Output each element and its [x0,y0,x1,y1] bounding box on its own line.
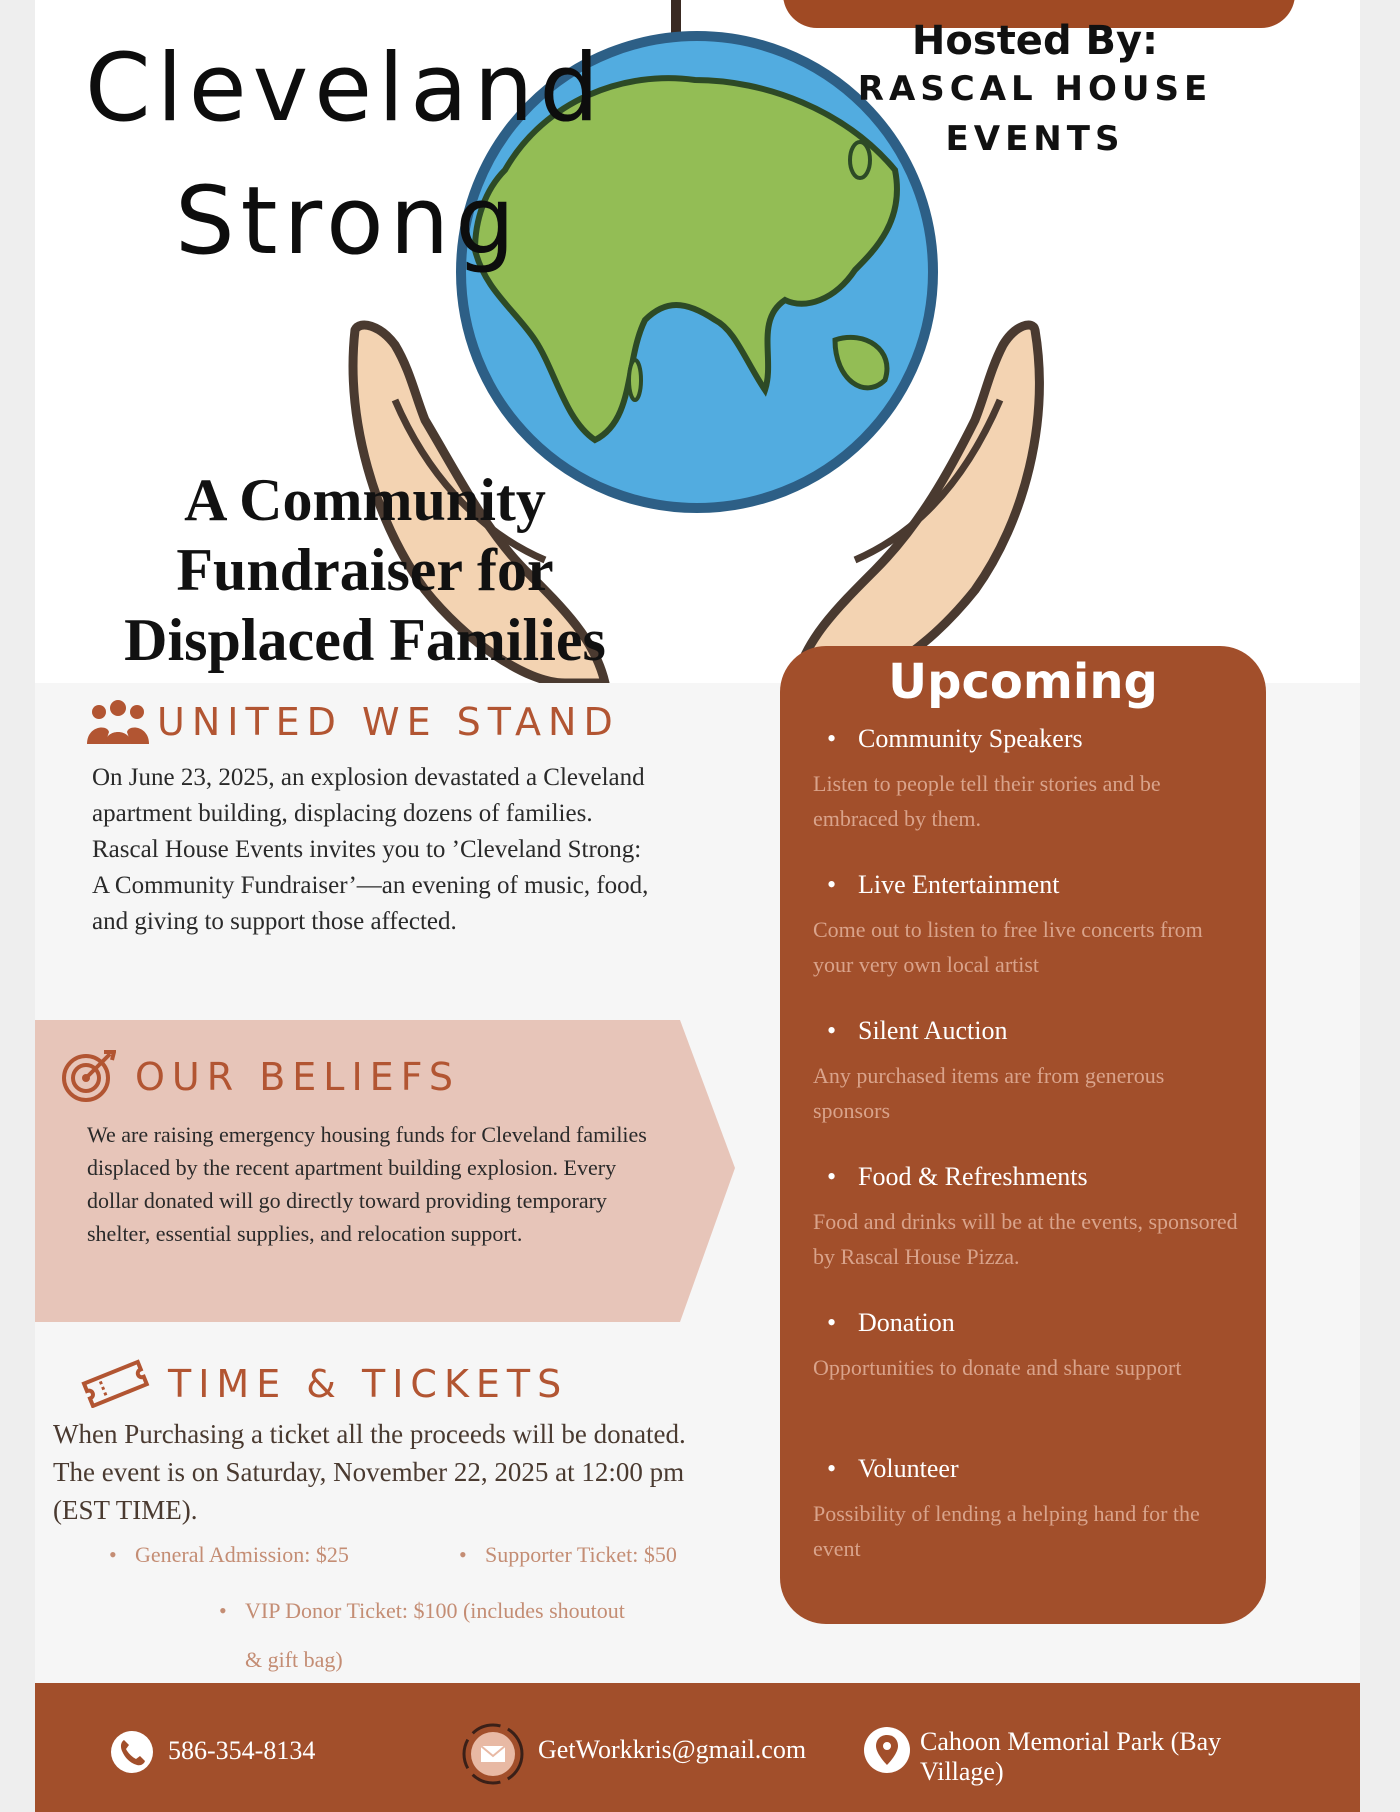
host-label: Hosted By: [911,18,1159,64]
upcoming-item [813,722,1243,836]
ticket-supporter: • Supporter Ticket: $50 [485,1540,677,1570]
upcoming-item-label: • Live Entertainment [813,868,1243,902]
ticket-vip-donor: • VIP Donor Ticket: $100 (includes shoutout & gift bag) [245,1586,645,1684]
upcoming-item [813,1014,1243,1128]
upcoming-item-desc: Possibility of lending a helping hand for the event [813,1501,1200,1561]
location-pin-icon [863,1726,911,1774]
event-subtitle: A Community Fundraiser for Displaced Families [124,467,606,673]
event-title-line-2: Strong [175,167,521,276]
upcoming-item-desc: Food and drinks will be at the events, sponsored by Rascal House Pizza. [813,1209,1238,1269]
beliefs-body: We are raising emergency housing funds for Cleveland families displaced by the recent apartment building explosion. Every dollar donated will go directly toward providing temporary shelter, essential supplies, and relocation support. [87,1122,647,1246]
ticket-icon [80,1358,150,1408]
target-icon [60,1048,116,1104]
phone-number[interactable]: 586-354-8134 [168,1736,316,1765]
ticket-general-admission: • General Admission: $25 [135,1540,349,1570]
upcoming-item [813,1160,1243,1274]
upcoming-item-label: • Silent Auction [813,1014,1243,1048]
upcoming-item-label: • Volunteer [813,1452,1243,1486]
upcoming-item-desc: Opportunities to donate and share support [813,1355,1182,1380]
upcoming-item-label: • Donation [813,1306,1243,1340]
united-body: On June 23, 2025, an explosion devastated a Cleveland apartment building, displacing dozens of families. Rascal House Events invites you to ’Cleveland Strong: A Community Fundraiser’—an evening of music, food, and giving to support those affected. [92,764,649,935]
upcoming-item-label: • Food & Refreshments [813,1160,1243,1194]
phone-icon [110,1730,154,1774]
beliefs-heading: OUR BELIEFS [135,1055,460,1099]
upcoming-item [813,1306,1243,1385]
event-title [85,22,685,288]
upcoming-item [813,1452,1243,1566]
tickets-body: When Purchasing a ticket all the proceeds will be donated. The event is on Saturday, November 22, 2025 at 12:00 pm (EST TIME). [53,1419,686,1525]
email-icon [462,1723,524,1785]
event-title-line-1: Cleveland [85,34,606,143]
upcoming-item-desc: Come out to listen to free live concerts from your very own local artist [813,917,1203,977]
event-location: Cahoon Memorial Park (Bay Village) [920,1727,1222,1786]
flyer [35,0,1360,1812]
united-heading: UNITED WE STAND [157,700,620,744]
host-block [805,18,1265,164]
upcoming-item-desc: Listen to people tell their stories and be embraced by them. [813,771,1161,831]
host-name: RASCAL HOUSE EVENTS [857,69,1213,159]
email-address[interactable]: GetWorkkris@gmail.com [538,1735,807,1764]
upcoming-item-desc: Any purchased items are from generous sponsors [813,1063,1165,1123]
upcoming-item [813,868,1243,982]
upcoming-title: Upcoming [888,654,1158,710]
upcoming-panel [780,646,1266,1624]
tickets-heading: TIME & TICKETS [168,1362,569,1406]
upcoming-item-label: • Community Speakers [813,722,1243,756]
people-icon [85,698,151,746]
